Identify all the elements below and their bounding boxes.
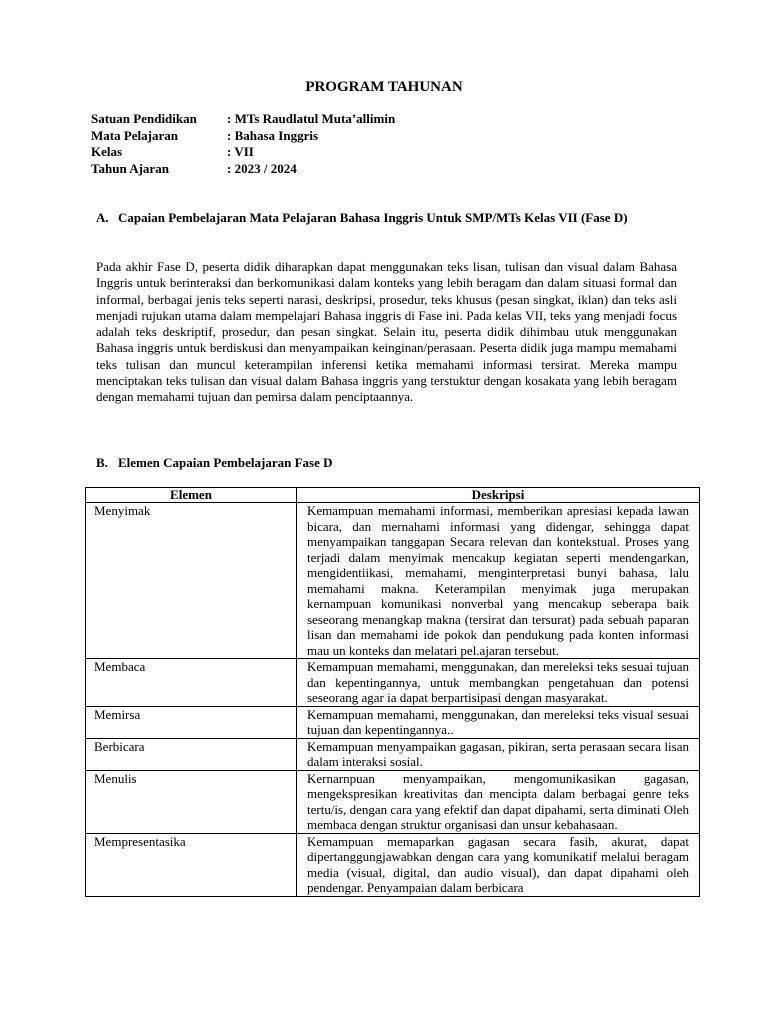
deskripsi-cell: Kemampuan memahami, menggunakan, dan mereleksi teks sesuai tujuan dan kepentingannya, untuk membangkan pengetahuan dan potensi seseorang agar ia dapat berpartisipasi dengan masyarakat. xyxy=(297,659,700,707)
meta-value: : MTs Raudlatul Muta’allimin xyxy=(227,111,396,126)
section-a-heading xyxy=(96,210,677,227)
deskripsi-cell: Kemampuan menyampaikan gagasan, pikiran, serta perasaan secara lisan dalam interaksi sosial. xyxy=(297,738,700,770)
table-row xyxy=(86,738,700,770)
meta-label: Mata Pelajaran xyxy=(91,127,179,143)
document-meta xyxy=(91,111,395,177)
column-header-deskripsi: Deskripsi xyxy=(297,488,700,503)
section-b-title: Elemen Capaian Pembelajaran Fase D xyxy=(118,455,333,470)
elemen-cell: Mempresentasika xyxy=(86,833,297,896)
table-row xyxy=(86,503,700,659)
elemen-cell: Menulis xyxy=(86,770,297,833)
meta-label: Satuan Pendidikan xyxy=(91,111,197,126)
table-row xyxy=(86,770,700,833)
deskripsi-cell: Kemampuan memahami informasi, memberikan apresiasi kepada lawan bicara, dan mernahami informasi yang didengar, sehingga dapat menyampaikan tanggapan Secara relevan dan kontekstual. Proses yang terjadi dalam menyimak mencakup kegiatan seperti mendengarkan, mengidentiikasi, memahami, menginterpretasi bunyi bahasa, lalu memahami makna. Keterampilan menyimak juga merupakan kernampuan komunikasi nonverbal yang mencakup seberapa baik seseorang menangkap makna (tersirat dan tersurat) pada sebuah paparan lisan dan memahami ide pokok dan pendukung pada konten informasi mau un konteks dan melatari pel.ajaran tersebut. xyxy=(297,503,700,659)
table-row xyxy=(86,706,700,738)
meta-row-kelas xyxy=(91,144,395,161)
elemen-cell: Membaca xyxy=(86,659,297,707)
meta-label: Tahun Ajaran xyxy=(91,160,169,176)
elemen-cell: Menyimak xyxy=(86,503,297,659)
section-a-paragraph: Pada akhir Fase D, peserta didik diharapkan dapat menggunakan teks lisan, tulisan dan visual dalam Bahasa Inggris untuk berinteraksi dan berkomunikasi dalam konteks yang lebih beragam dan dalam situasi formal dan informal, berbagai jenis teks seperti narasi, deskripsi, prosedur, teks khusus (pesan singkat, iklan) dan teks asli menjadi rujukan utama dalam mempelajari Bahasa inggris di Fase ini. Pada kelas VII, teks yang menjadi focus adalah teks deskriptif, prosedur, dan pesan singkat. Selain itu, peserta didik dihimbau utuk menggunakan Bahasa inggris untuk berdiskusi dan menyampaikan keinginan/perasaan. Peserta didik juga mampu memahami teks tulisan dan muncul keterampilan inferensi ketika memahami informasi tersirat. Mereka mampu menciptakan teks tulisan dan visual dalam Bahasa inggris yang terstuktur dengan kosakata yang lebih beragam dengan memahami tujuan dan pemirsa dalam penciptaannya. xyxy=(96,259,677,405)
elemen-cell: Memirsa xyxy=(86,706,297,738)
table-row xyxy=(86,659,700,707)
meta-row-satuan-pendidikan xyxy=(91,111,395,128)
meta-row-mata-pelajaran xyxy=(91,128,395,145)
deskripsi-cell: Kemampuan memaparkan gagasan secara fasih, akurat, dapat dipertanggungjawabkan dengan cara yang komunikatif melalui beragam media (visual, digital, dan audio visual), dan dapat dipahami oleh pendengar. Penyampaian dalam berbicara xyxy=(297,833,700,896)
meta-label: Kelas xyxy=(91,144,123,160)
deskripsi-cell: Kemampuan memahami, menggunakan, dan mereleksi teks visual sesuai tujuan dan kepentingannya.. xyxy=(297,706,700,738)
elemen-table xyxy=(85,487,700,897)
section-b-heading xyxy=(96,455,677,472)
page-title: PROGRAM TAHUNAN xyxy=(305,79,463,95)
section-b-number: B. xyxy=(96,455,108,470)
meta-row-tahun-ajaran xyxy=(91,161,395,178)
elemen-cell: Berbicara xyxy=(86,738,297,770)
section-a-title: Capaian Pembelajaran Mata Pelajaran Bahasa Inggris Untuk SMP/MTs Kelas VII (Fase D) xyxy=(118,210,628,225)
deskripsi-cell: Kernarnpuan menyampaikan, mengomunikasikan gagasan, mengekspresikan kreativitas dan mencipta dalam berbagai genre teks tertu/is, dengan cara yang efektif dan dapat dipahami, serta diminati Oleh membaca dengan struktur organisasi dan unsur kebahasaan. xyxy=(297,770,700,833)
meta-value: : 2023 / 2024 xyxy=(227,160,297,176)
table-header-row xyxy=(86,488,700,503)
meta-value: : Bahasa Inggris xyxy=(227,127,319,143)
section-a-number: A. xyxy=(96,210,109,225)
table-row xyxy=(86,833,700,896)
column-header-elemen: Elemen xyxy=(86,488,297,503)
meta-value: : VII xyxy=(227,144,254,160)
